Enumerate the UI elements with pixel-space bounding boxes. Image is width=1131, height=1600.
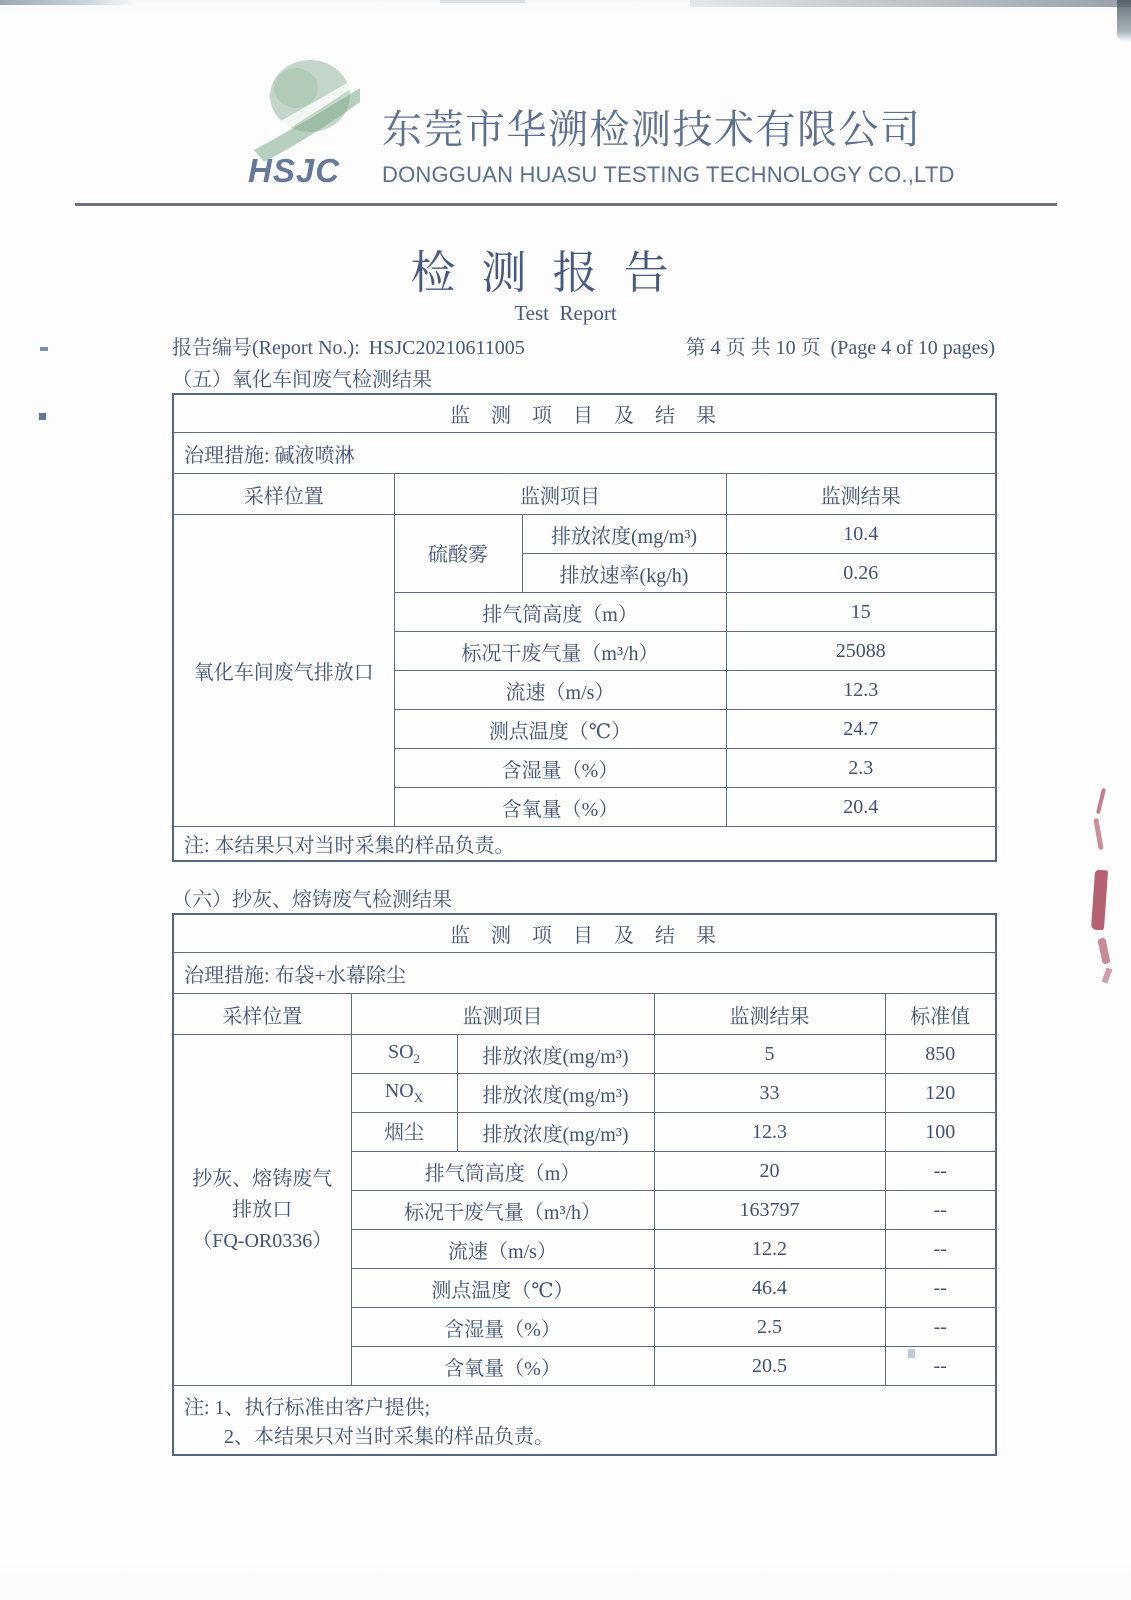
scan-artifact-corner — [1117, 0, 1131, 42]
cell-item: 流速（m/s） — [351, 1230, 654, 1269]
cell-standard: -- — [885, 1347, 996, 1386]
section-6-heading: （六）抄灰、熔铸废气检测结果 — [172, 889, 452, 911]
header-cell-location: 采样位置 — [173, 474, 394, 515]
note-line: 注: 1、执行标准由客户提供; — [184, 1397, 431, 1419]
report-title: 检测报告 — [410, 248, 695, 298]
note-row — [173, 827, 996, 862]
cell-item: 含氧量（%） — [394, 788, 726, 827]
cell-result: 15 — [726, 593, 996, 632]
red-seal-fragment — [1093, 818, 1103, 850]
treatment-row — [173, 953, 996, 994]
report-body — [172, 331, 995, 1456]
monitoring-table-oxidation — [172, 393, 997, 862]
cell-item: 标况干废气量（m³/h） — [394, 632, 726, 671]
treatment-row — [173, 433, 996, 474]
column-header-row — [173, 994, 996, 1035]
cell-standard: -- — [885, 1152, 996, 1191]
cell-item: 排气筒高度（m） — [394, 593, 726, 632]
company-names — [382, 98, 955, 188]
cell-result: 46.4 — [654, 1269, 885, 1308]
cell-standard: 120 — [885, 1074, 996, 1113]
cell-standard: -- — [885, 1191, 996, 1230]
cell-pollutant: $SO_2$ — [351, 1035, 457, 1074]
report-number — [172, 331, 525, 360]
cell-result: 20.4 — [726, 788, 996, 827]
cell-result: 25088 — [726, 632, 996, 671]
red-seal-fragment — [1096, 788, 1106, 814]
logo-label: HSJC — [248, 152, 341, 189]
cell-item: 含湿量（%） — [351, 1308, 654, 1347]
red-seal-fragment — [1091, 870, 1108, 931]
cell-result: 2.3 — [726, 749, 996, 788]
cell-item: 流速（m/s） — [394, 671, 726, 710]
red-seal-fragment — [1102, 967, 1113, 983]
note-cell: 注: 本结果只对当时采集的样品负责。 — [173, 827, 996, 862]
note-cell — [173, 1386, 996, 1456]
header-cell-standard: 标准值 — [885, 994, 996, 1035]
cell-result: 5 — [654, 1035, 885, 1074]
table-row — [173, 1035, 996, 1074]
cell-result: 12.3 — [654, 1113, 885, 1152]
table-title-cell: 监测项目及结果 — [173, 394, 996, 433]
table-title-row — [173, 914, 996, 953]
cell-result: 12.3 — [726, 671, 996, 710]
cell-standard: -- — [885, 1230, 996, 1269]
cell-item: 排放浓度(mg/m³) — [522, 515, 726, 554]
cell-result: 2.5 — [654, 1308, 885, 1347]
header-cell-item: 监测项目 — [394, 474, 726, 515]
table-title-cell: 监测项目及结果 — [173, 914, 996, 953]
letterhead — [248, 58, 955, 190]
table-title-row — [173, 394, 996, 433]
note-row — [173, 1386, 996, 1456]
cell-item: 标况干废气量（m³/h） — [351, 1191, 654, 1230]
cell-result: 10.4 — [726, 515, 996, 554]
cell-item: 排放浓度(mg/m³) — [457, 1113, 654, 1152]
report-number-label: 报告编号(Report No.): — [172, 337, 360, 359]
cell-item: 排放速率(kg/h) — [522, 554, 726, 593]
cell-item: 排气筒高度（m） — [351, 1152, 654, 1191]
report-number-value: HSJC20210611005 — [368, 337, 525, 359]
cell-result: 20 — [654, 1152, 885, 1191]
treatment-cell: 治理措施: 碱液喷淋 — [173, 433, 996, 474]
cell-pollutant: 硫酸雾 — [394, 515, 522, 593]
cell-item: 排放浓度(mg/m³) — [457, 1074, 654, 1113]
cell-pollutant: 烟尘 — [351, 1113, 457, 1152]
scan-speck — [40, 347, 48, 351]
cell-result: 20.5 — [654, 1347, 885, 1386]
scan-speck — [39, 413, 46, 420]
cell-item: 含氧量（%） — [351, 1347, 654, 1386]
header-cell-item: 监测项目 — [351, 994, 654, 1035]
cell-item: 测点温度（℃） — [394, 710, 726, 749]
company-logo — [248, 58, 368, 190]
cell-result: 33 — [654, 1074, 885, 1113]
header-cell-location: 采样位置 — [173, 994, 351, 1035]
scan-artifact-top-right — [690, 0, 1131, 7]
cell-result: 24.7 — [726, 710, 996, 749]
cell-standard: 100 — [885, 1113, 996, 1152]
scan-artifact-top-left — [0, 0, 135, 5]
monitoring-table-casting — [172, 913, 997, 1456]
meta-row — [172, 331, 995, 357]
cell-item: 排放浓度(mg/m³) — [457, 1035, 654, 1074]
cell-result: 163797 — [654, 1191, 885, 1230]
page-indicator: 第 4 页 共 10 页 (Page 4 of 10 pages) — [685, 337, 995, 359]
company-name-en: DONGGUAN HUASU TESTING TECHNOLOGY CO.,LTD — [382, 162, 955, 187]
cell-location: 氧化车间废气排放口 — [173, 515, 394, 827]
section-5-heading: （五）氧化车间废气检测结果 — [172, 369, 432, 391]
note-line: 2、本结果只对当时采集的样品负责。 — [224, 1426, 554, 1448]
header-cell-result: 监测结果 — [654, 994, 885, 1035]
cell-standard: 850 — [885, 1035, 996, 1074]
cell-item: 含湿量（%） — [394, 749, 726, 788]
header-divider — [75, 203, 1057, 206]
cell-item: 测点温度（℃） — [351, 1269, 654, 1308]
header-cell-result: 监测结果 — [726, 474, 996, 515]
cell-standard: -- — [885, 1308, 996, 1347]
cell-pollutant: $NO_X$ — [351, 1074, 457, 1113]
cell-location: 抄灰、熔铸废气 排放口 （FQ-OR0336） — [173, 1035, 351, 1386]
cell-result: 12.2 — [654, 1230, 885, 1269]
table-row — [173, 515, 996, 554]
company-name-cn: 东莞市华溯检测技术有限公司 — [382, 108, 922, 152]
scan-artifact-top-middle — [440, 0, 525, 3]
column-header-row — [173, 474, 996, 515]
red-seal-fragment — [1097, 937, 1110, 964]
treatment-cell: 治理措施: 布袋+水幕除尘 — [173, 953, 996, 994]
report-subtitle: Test Report — [514, 301, 617, 325]
cell-standard: -- — [885, 1269, 996, 1308]
cell-result: 0.26 — [726, 554, 996, 593]
